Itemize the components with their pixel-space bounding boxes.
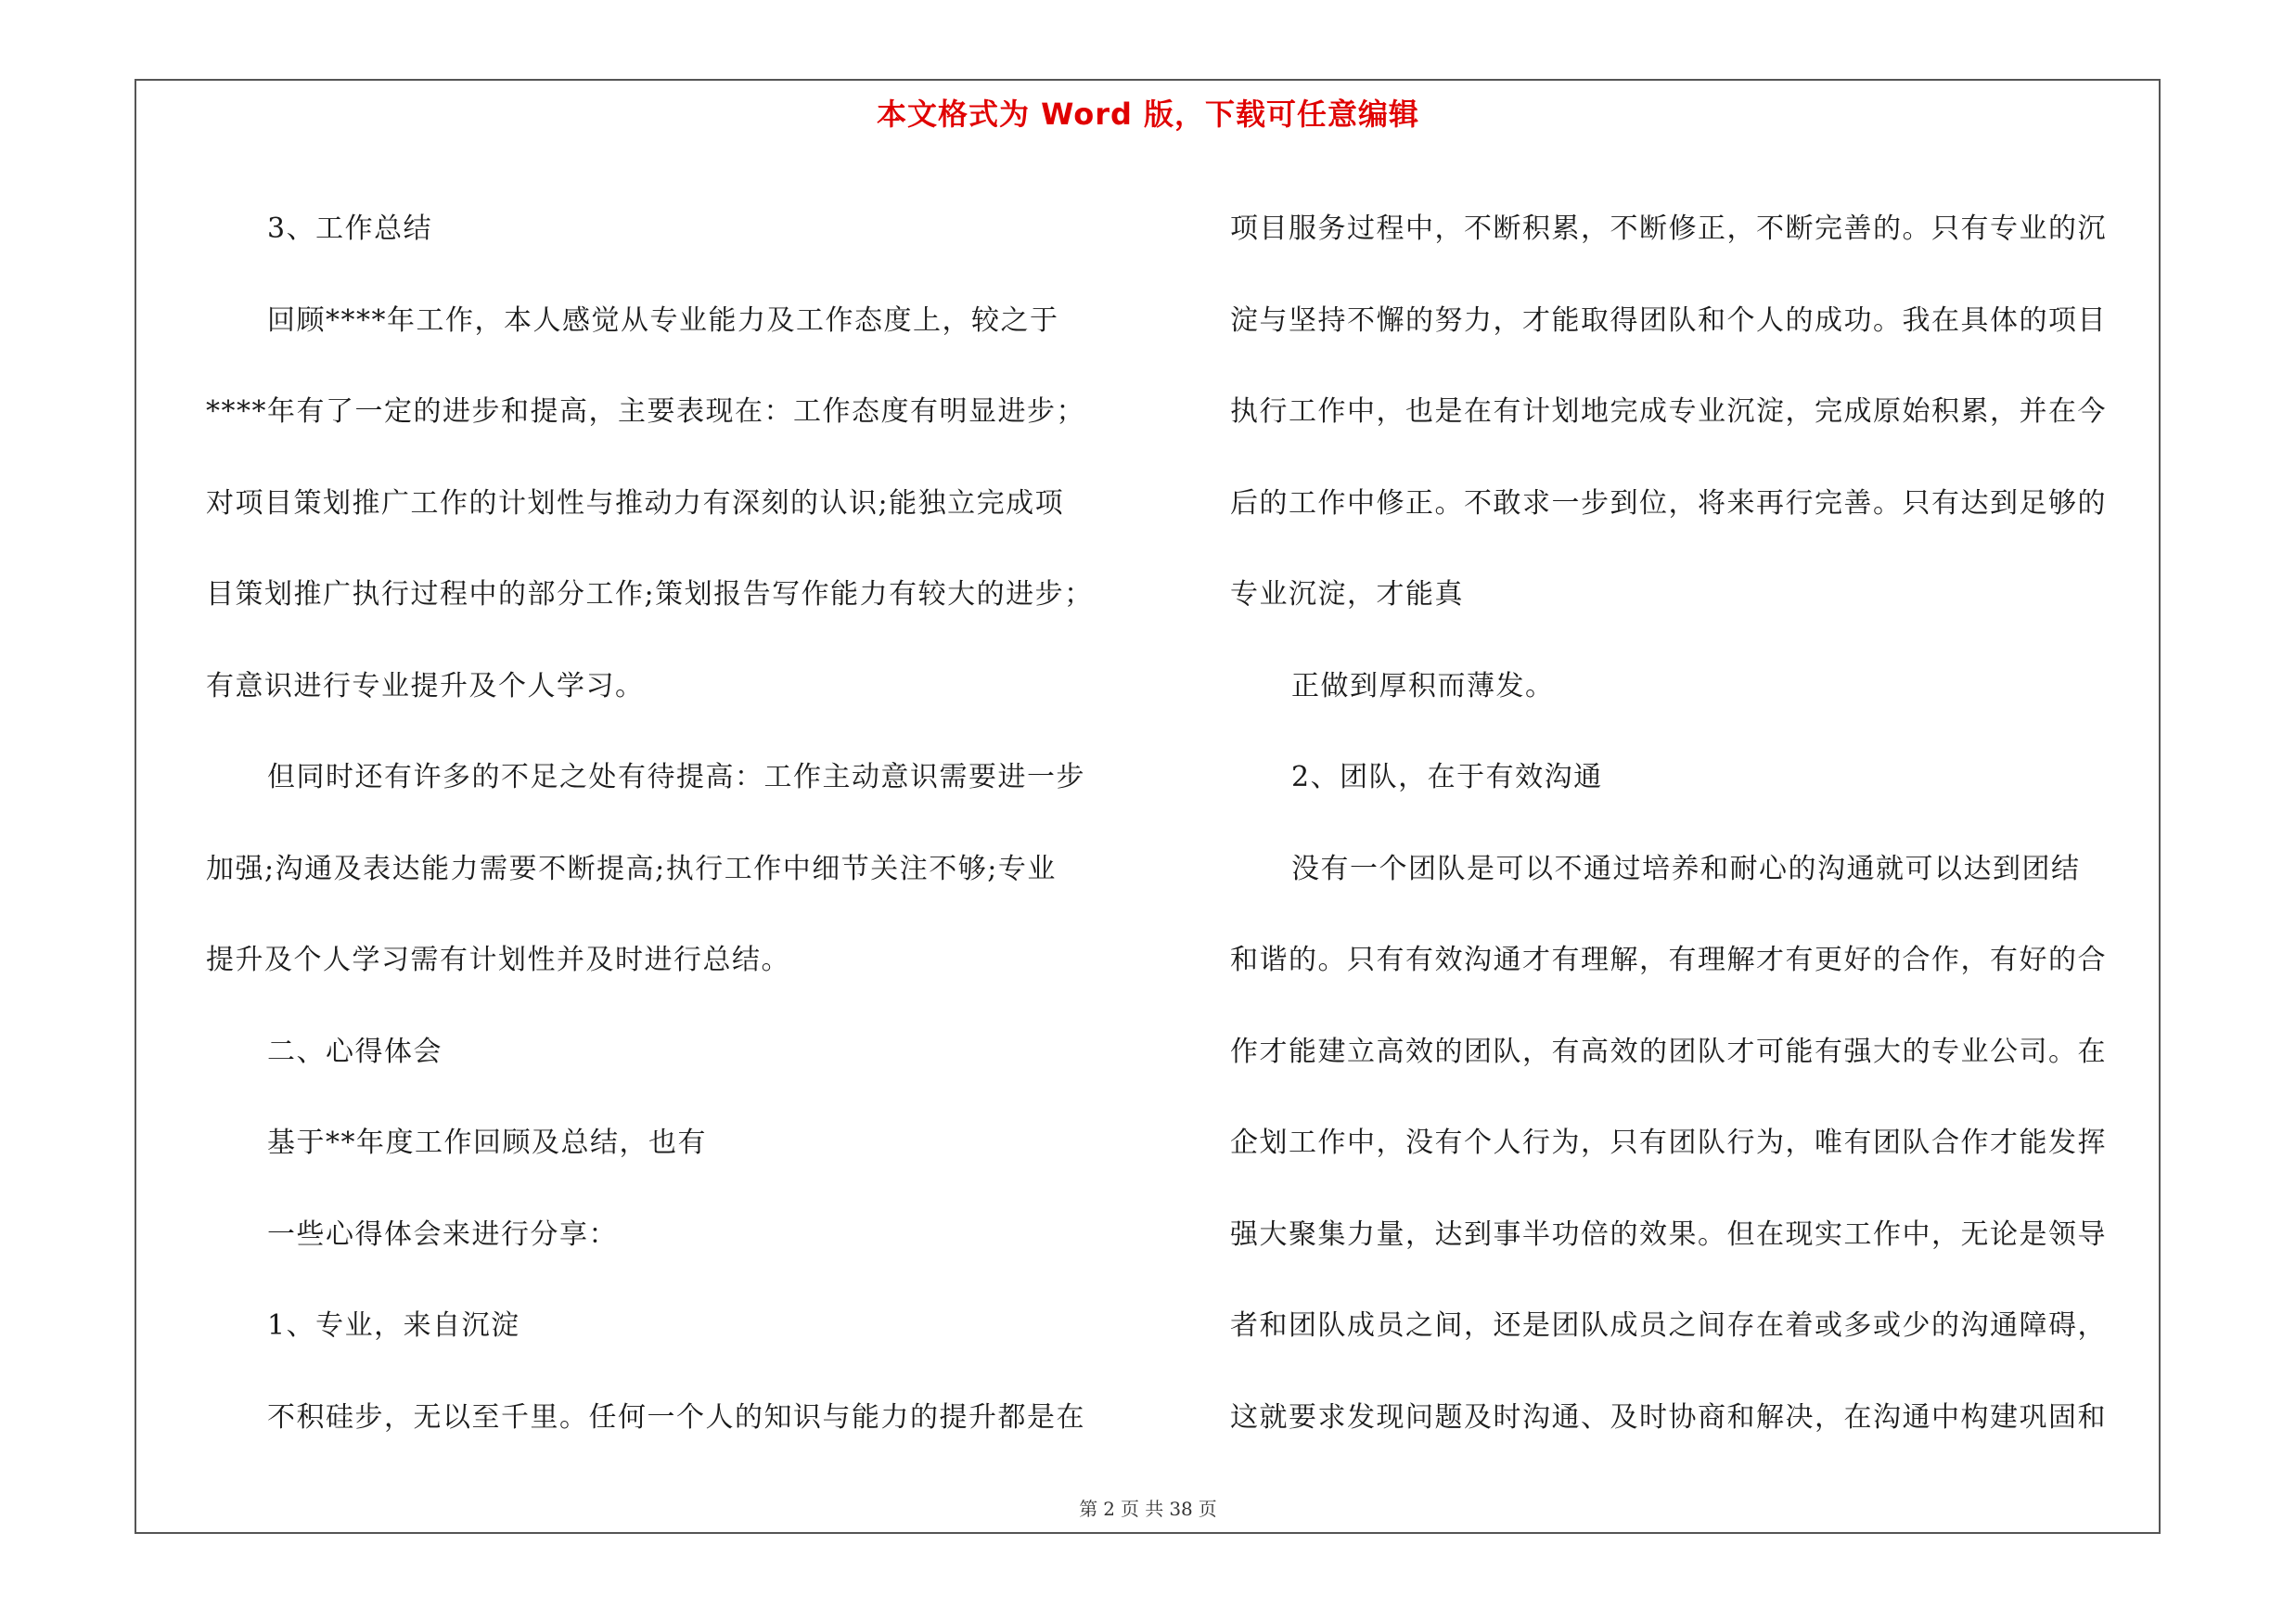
paragraph-line: 基于**年度工作回顾及总结，也有 xyxy=(267,1127,707,1159)
page-number: 2 xyxy=(1103,1498,1115,1520)
paragraph-line: 者和团队成员之间，还是团队成员之间存在着或多或少的沟通障碍， xyxy=(1230,1309,2107,1342)
section-heading: 1、专业，来自沉淀 xyxy=(267,1309,520,1342)
paragraph-line: 淀与坚持不懈的努力，才能取得团队和个人的成功。我在具体的项目 xyxy=(1230,303,2107,337)
section-heading: 二、心得体会 xyxy=(267,1035,443,1068)
paragraph-line: 加强;沟通及表达能力需要不断提高;执行工作中细节关注不够;专业 xyxy=(206,852,1057,885)
paragraph-line: 目策划推广执行过程中的部分工作;策划报告写作能力有较大的进步； xyxy=(206,578,1094,611)
paragraph-line: 正做到厚积而薄发。 xyxy=(1291,669,1555,702)
paragraph-line: 强大聚集力量，达到事半功倍的效果。但在现实工作中，无论是领导 xyxy=(1230,1217,2107,1251)
paragraph-line: 有意识进行专业提升及个人学习。 xyxy=(206,669,645,702)
paragraph-line: ****年有了一定的进步和提高，主要表现在：工作态度有明显进步； xyxy=(206,395,1085,428)
right-text-column xyxy=(1230,184,2172,1463)
paragraph-line: 一些心得体会来进行分享： xyxy=(267,1217,618,1251)
page-footer xyxy=(0,1494,2296,1521)
section-heading: 2、团队，在于有效沟通 xyxy=(1291,761,1603,793)
footer-suffix: 页 xyxy=(1198,1498,1217,1520)
format-notice-banner: 本文格式为 Word 版，下载可任意编辑 xyxy=(876,97,1420,132)
paragraph-line: 回顾****年工作，本人感觉从专业能力及工作态度上，较之于 xyxy=(267,303,1059,337)
section-heading: 3、工作总结 xyxy=(267,213,433,245)
paragraph-line: 没有一个团队是可以不通过培养和耐心的沟通就可以达到团结 xyxy=(1291,852,2081,885)
paragraph-line: 专业沉淀，才能真 xyxy=(1230,578,1464,611)
paragraph-line: 但同时还有许多的不足之处有待提高：工作主动意识需要进一步 xyxy=(267,761,1085,793)
paragraph-line: 项目服务过程中，不断积累，不断修正，不断完善的。只有专业的沉 xyxy=(1230,213,2107,245)
footer-middle: 页 共 xyxy=(1120,1498,1164,1520)
paragraph-line: 不积硅步，无以至千里。任何一个人的知识与能力的提升都是在 xyxy=(267,1400,1085,1434)
paragraph-line: 这就要求发现问题及时沟通、及时协商和解决，在沟通中构建巩固和 xyxy=(1230,1400,2107,1434)
paragraph-line: 后的工作中修正。不敢求一步到位，将来再行完善。只有达到足够的 xyxy=(1230,486,2107,520)
paragraph-line: 企划工作中，没有个人行为，只有团队行为，唯有团队合作才能发挥 xyxy=(1230,1127,2107,1159)
paragraph-line: 执行工作中，也是在有计划地完成专业沉淀，完成原始积累，并在今 xyxy=(1230,395,2107,428)
total-pages: 38 xyxy=(1169,1498,1193,1520)
left-text-column xyxy=(206,184,1152,1463)
paragraph-line: 作才能建立高效的团队，有高效的团队才可能有强大的专业公司。在 xyxy=(1230,1035,2107,1068)
paragraph-line: 提升及个人学习需有计划性并及时进行总结。 xyxy=(206,944,790,976)
paragraph-line: 对项目策划推广工作的计划性与推动力有深刻的认识;能独立完成项 xyxy=(206,486,1065,520)
paragraph-line: 和谐的。只有有效沟通才有理解，有理解才有更好的合作，有好的合 xyxy=(1230,944,2107,976)
footer-prefix: 第 xyxy=(1079,1498,1098,1520)
